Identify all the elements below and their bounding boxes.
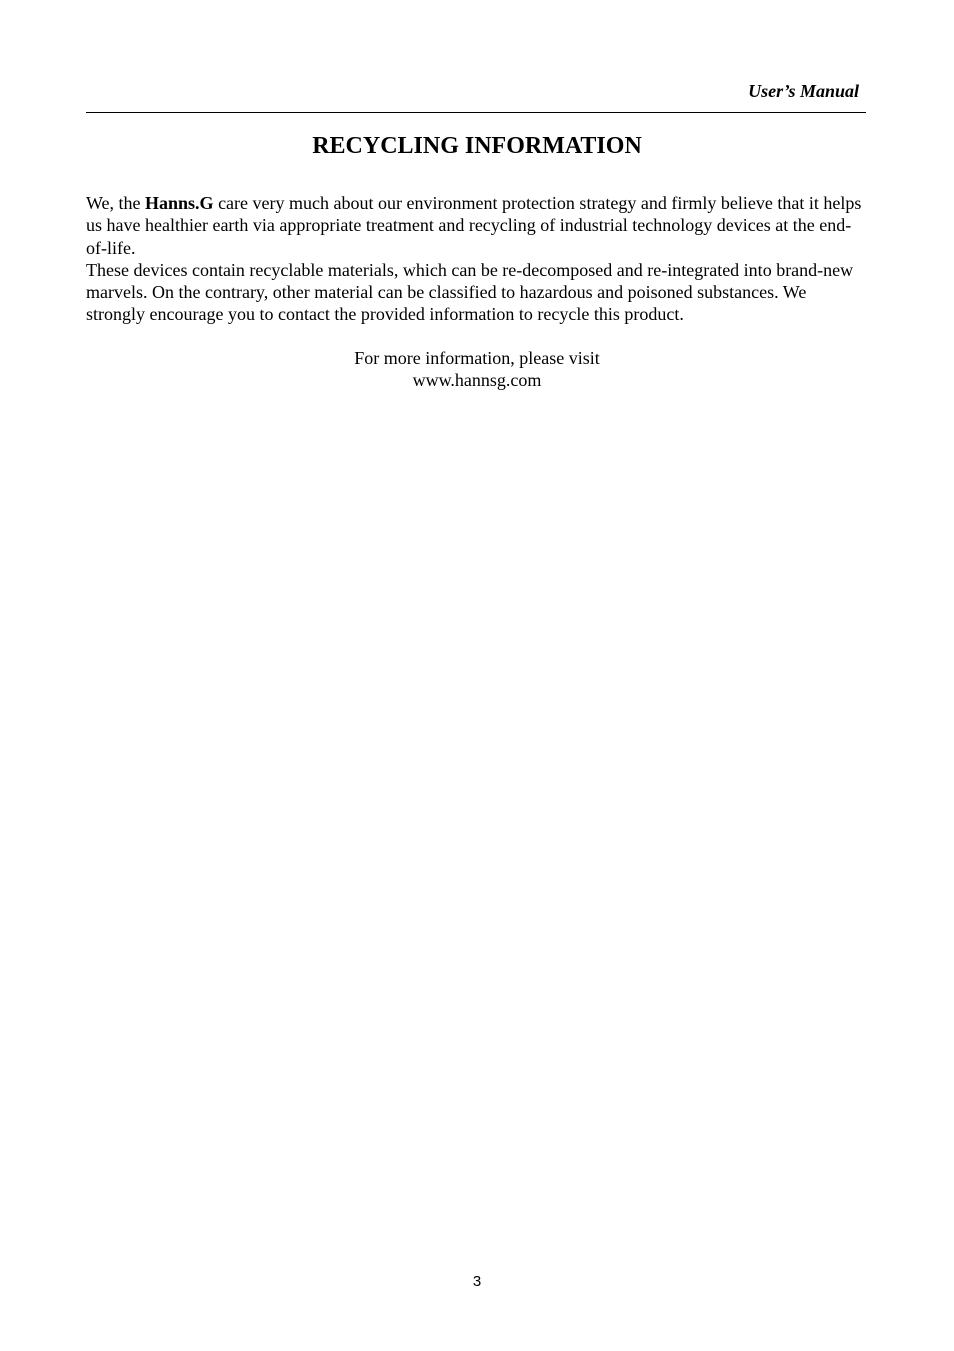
paragraph-intro-suffix: care very much about our environment protection strategy and firmly believe that it helps us have healthier earth via appropriate treatment and recycling of industrial technology devices at the end-of-life.	[86, 193, 862, 258]
body-text	[86, 192, 868, 326]
header-divider	[86, 112, 866, 113]
more-info-text: For more information, please visit	[354, 348, 600, 368]
page-number: 3	[472, 1273, 482, 1290]
brand-name: Hanns.G	[145, 193, 214, 213]
more-info-block	[0, 347, 954, 392]
document-header-title: User’s Manual	[748, 81, 859, 101]
paragraph-recycling: These devices contain recyclable materials, which can be re-decomposed and re-integrated into brand-new marvels. On the contrary, other material can be classified to hazardous and poisoned substances. We strongly encourage you to contact the provided information to recycle this product.	[86, 259, 854, 325]
paragraph-intro-prefix: We, the	[86, 193, 146, 213]
website-link: www.hannsg.com	[412, 370, 542, 391]
paragraph-intro	[86, 192, 868, 259]
page-title: RECYCLING INFORMATION	[312, 133, 642, 159]
